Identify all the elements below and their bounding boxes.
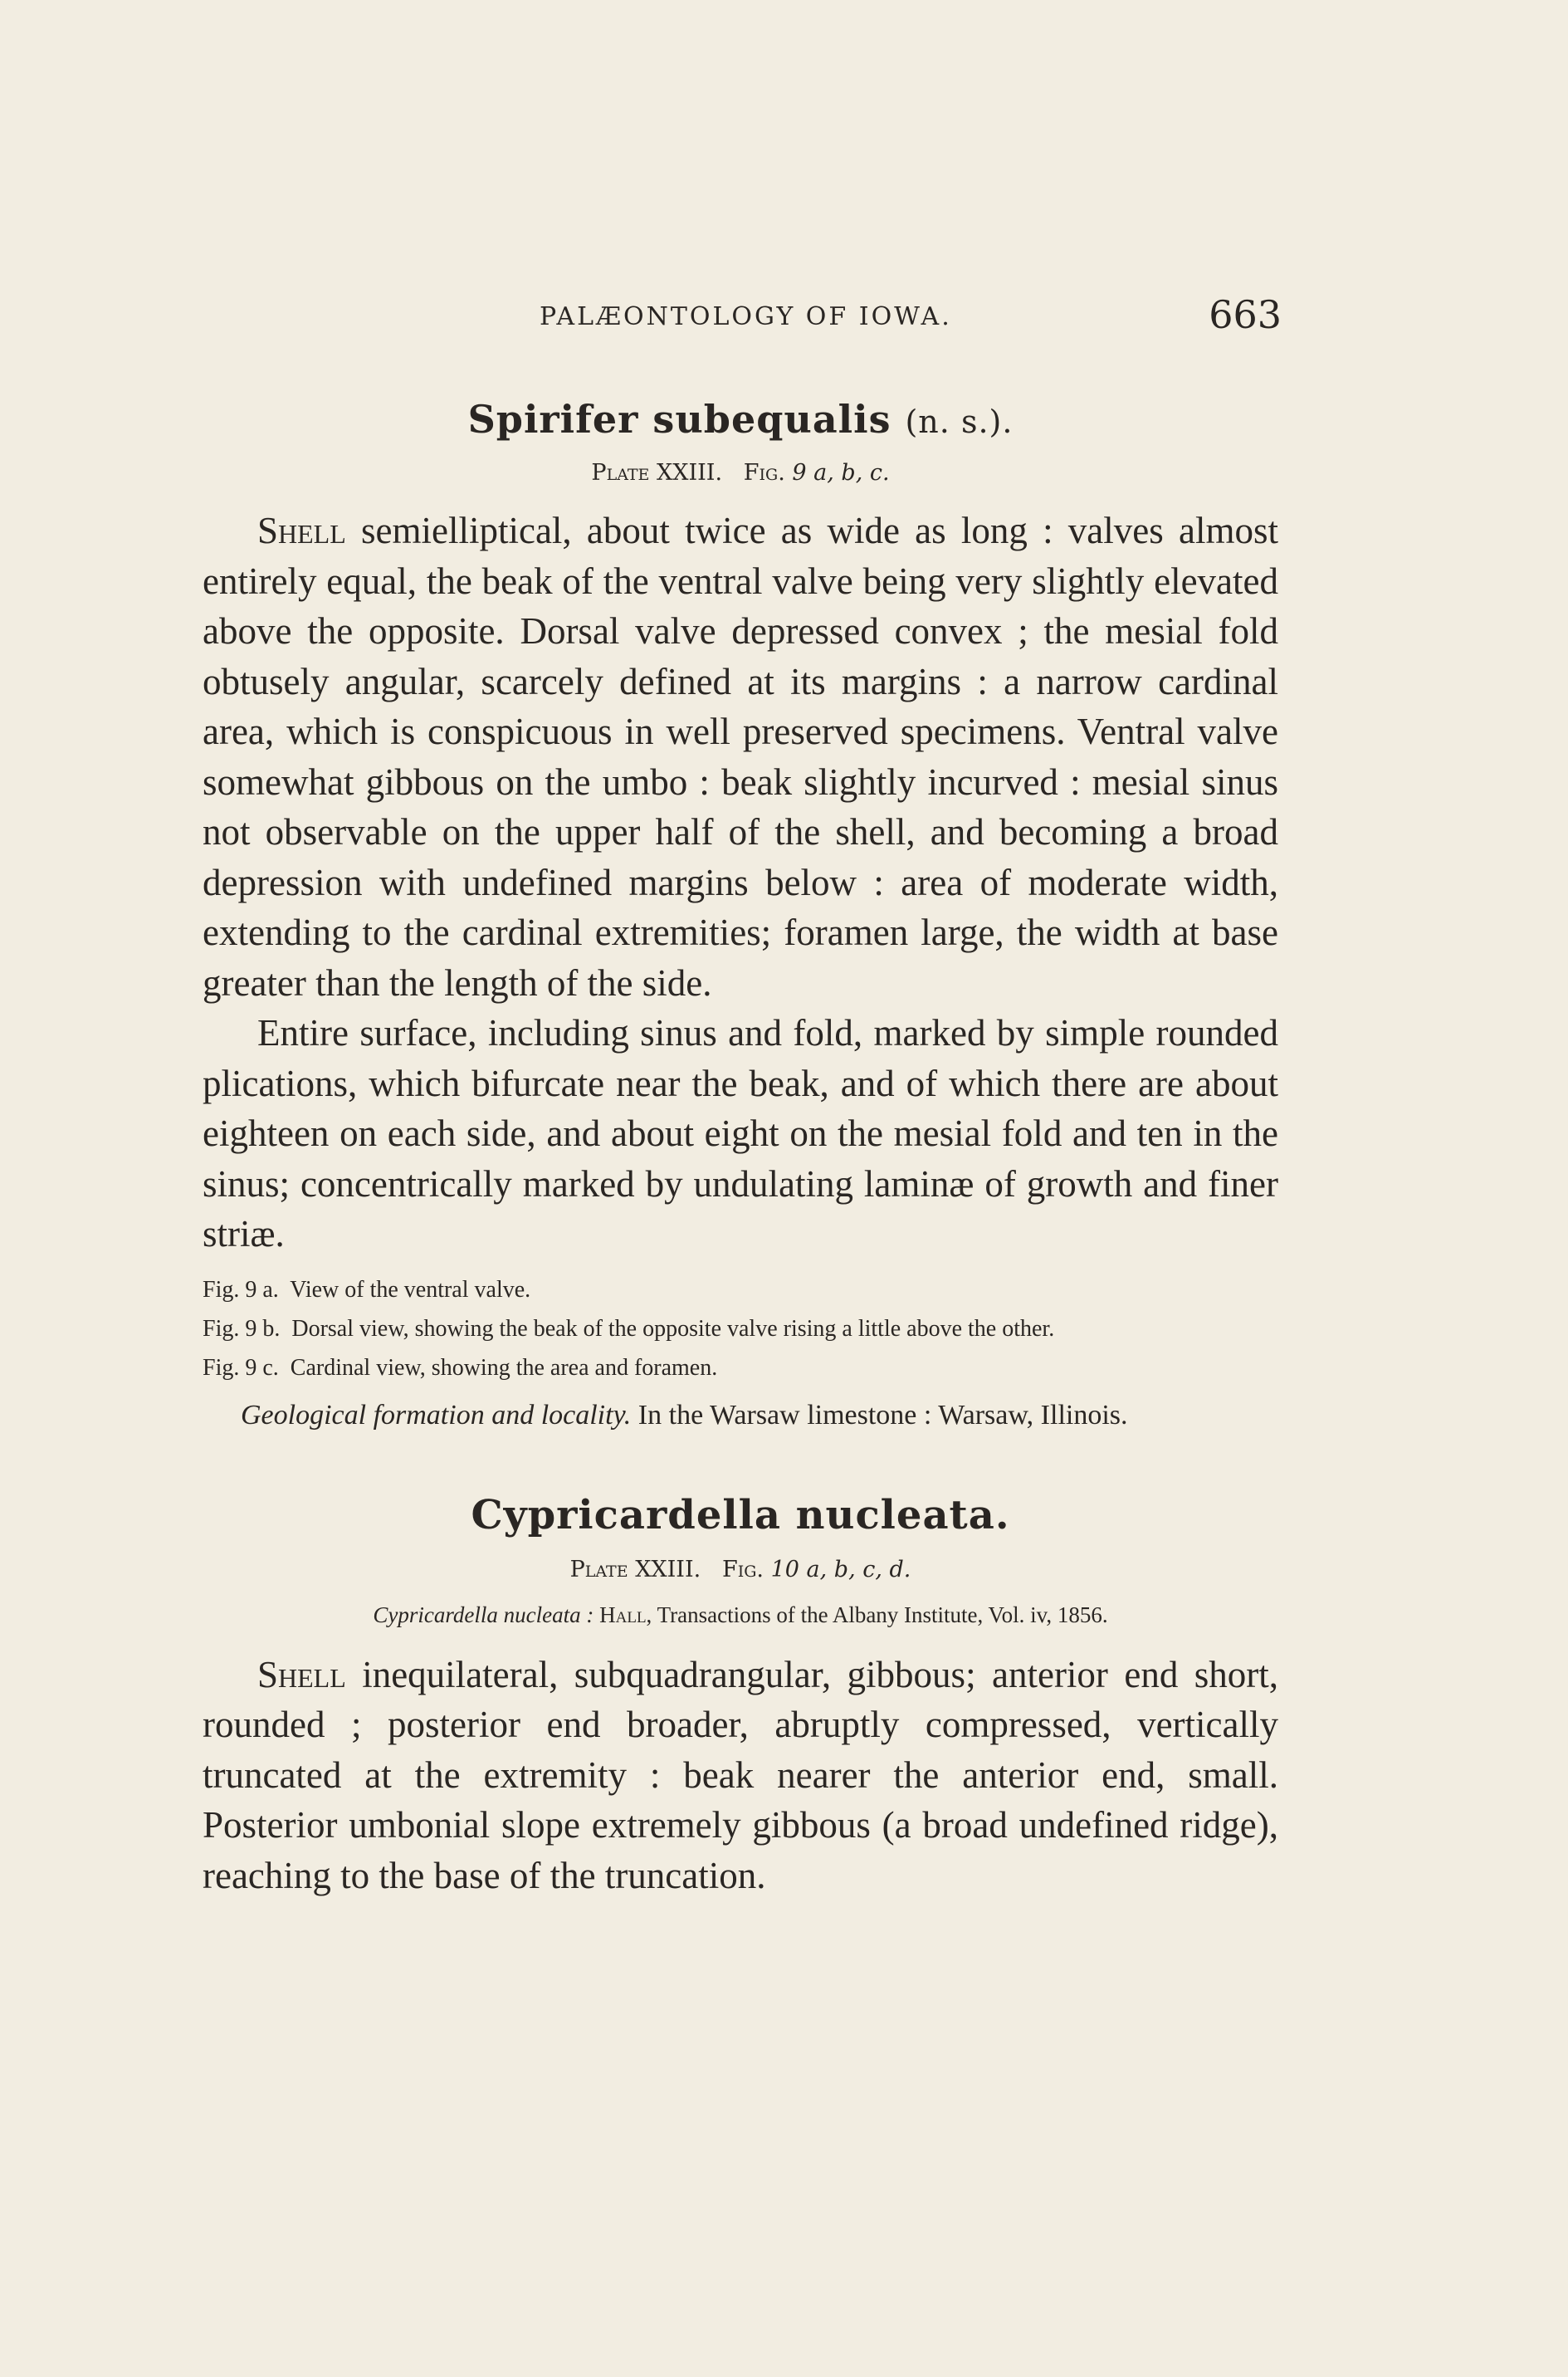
geo-text: In the Warsaw limestone : Warsaw, Illinois. <box>631 1399 1128 1431</box>
title-name: Spirifer subequalis <box>467 397 891 442</box>
title-note: (n. s.). <box>905 404 1014 440</box>
paragraph-lead: Shell <box>257 1653 346 1695</box>
fig-number: 9 a, b, c. <box>792 460 890 486</box>
figure-label: Fig. 9 b. <box>203 1315 281 1342</box>
figure-label: Fig. 9 a. <box>203 1276 279 1303</box>
description-paragraph <box>203 506 1278 1008</box>
figure-text: Cardinal view, showing the area and foramen. <box>290 1354 718 1381</box>
figure-caption <box>203 1276 1278 1303</box>
geo-label: Geological formation and locality. <box>241 1399 632 1431</box>
page-number: 663 <box>1209 292 1282 337</box>
figure-text: View of the ventral valve. <box>290 1276 531 1303</box>
paragraph-lead: Shell <box>257 510 346 551</box>
fig-word: Fig. <box>721 1556 764 1582</box>
citation-author: Hall, <box>599 1602 652 1627</box>
page-content <box>203 397 1278 1900</box>
fig-word: Fig. <box>743 460 785 486</box>
geological-locality <box>203 1396 1278 1434</box>
species-title-spirifer <box>203 397 1278 442</box>
page-header <box>203 292 1282 342</box>
running-head: PALÆONTOLOGY OF IOWA. <box>540 302 952 331</box>
plate-number: XXIII. <box>657 460 723 486</box>
citation-species: Cypricardella nucleata : <box>373 1602 594 1627</box>
description-paragraph <box>203 1650 1278 1901</box>
paragraph-text: inequilateral, subquadrangular, gibbous; anterior end short, rounded ; posterior end broader, abruptly compressed, vertically truncated at the extremity : beak nearer the anterior end, small. Posterior umbonial slope extremely gibbous (a broad undefined ridge), reaching to the base of the truncation. <box>203 1653 1278 1896</box>
plate-number: XXIII. <box>635 1556 701 1582</box>
figure-text: Dorsal view, showing the beak of the opposite valve rising a little above the other. <box>291 1315 1055 1342</box>
plate-reference <box>203 1557 1278 1582</box>
plate-word: Plate <box>591 460 650 486</box>
plate-reference <box>203 460 1278 486</box>
figure-caption <box>203 1354 1278 1382</box>
species-title-cypricardella: Cypricardella nucleata. <box>471 1491 1010 1538</box>
plate-word: Plate <box>569 1556 628 1582</box>
citation-text: Transactions of the Albany Institute, Vol. iv, 1856. <box>652 1602 1108 1627</box>
fig-number: 10 a, b, c, d. <box>770 1556 911 1582</box>
paragraph-text: semielliptical, about twice as wide as long : valves almost entirely equal, the beak of the ventral valve being very slightly elevated above the opposite. Dorsal valve depressed convex ; the mesial fold obtusely angular, scarcely defined at its margins : a narrow cardinal area, which is conspicuous in well preserved specimens. Ventral valve somewhat gibbous on the umbo : beak slightly incurved : mesial sinus not observable on the upper half of the shell, and becoming a broad depression with undefined margins below : area of moderate width, extending to the cardinal extremities; foramen large, the width at base greater than the length of the side. <box>203 510 1278 1004</box>
figure-label: Fig. 9 c. <box>203 1354 279 1381</box>
figure-captions <box>203 1276 1278 1382</box>
figure-caption <box>203 1315 1278 1343</box>
citation <box>203 1602 1278 1628</box>
surface-paragraph: Entire surface, including sinus and fold, marked by simple rounded plications, which bifurcate near the beak, and of which there are about eighteen on each side, and about eight on the mesial fold and ten in the sinus; concentrically marked by undulating laminæ of growth and finer striæ. <box>203 1012 1278 1255</box>
